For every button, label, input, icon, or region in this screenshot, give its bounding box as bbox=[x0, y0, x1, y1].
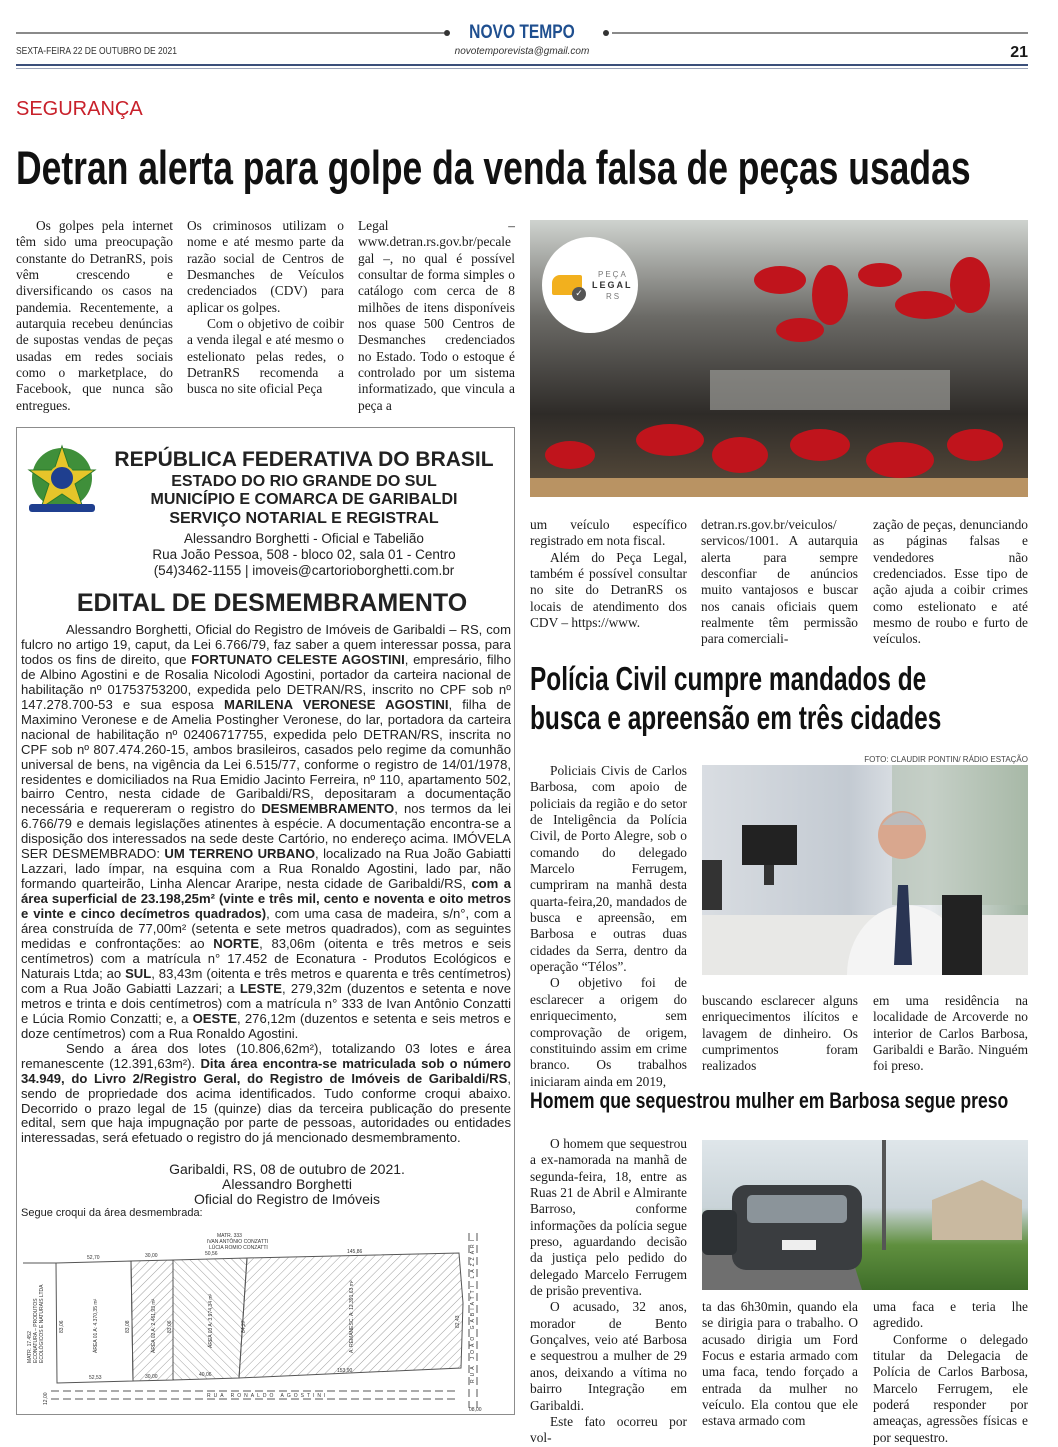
notice-text: , 83,06m (oitenta e três metros e seis centímetros) com a matrícula n° 17.452 de Econatura - Produtos Ecológicos e Naturais Ltda; ao bbox=[21, 936, 511, 981]
issue-date: SEXTA-FEIRA 22 DE OUTUBRO DE 2021 bbox=[16, 46, 177, 57]
paragraph: O acusado, 32 anos, morador de Bento Gonçalves, veio até Barbosa e sequestrou a mulher de 29 anos, deixando a vítima no bairro Integração em Garibaldi. bbox=[530, 1299, 687, 1413]
article-column bbox=[187, 218, 344, 398]
header-rule-right bbox=[612, 32, 1028, 34]
article-column bbox=[701, 517, 858, 648]
check-icon: ✓ bbox=[572, 287, 586, 301]
notice-text: , 279,32m (duzentos e setenta e nove metros e trinta e dois centímetros) com a matrícula n° 333 de Ivan Antônio Conzatti e Lúcia Romio Conzatti; e, a bbox=[21, 980, 511, 1026]
paragraph: Além do Peça Legal, também é possível consultar no site do DetranRS os locais de atendimento dos CDV – https://www. bbox=[530, 549, 687, 631]
neighbor-label: LÚCIA ROMIO CONZATTI bbox=[209, 1245, 268, 1251]
notice-text: , com uma casa de madeira, s/n°, com a área construída de 77,00m² (setenta e sete metros quadrados), com as seguintes medidas e confrontações: ao bbox=[21, 906, 511, 952]
article-column bbox=[702, 1299, 858, 1430]
article-column bbox=[358, 218, 515, 414]
dimension-label: 83,08 bbox=[125, 1320, 131, 1333]
notice-text-bold: SUL bbox=[125, 965, 152, 981]
header-dot-right bbox=[603, 30, 609, 36]
street-label: RUA JOÃO GABIATTI LAZZARI bbox=[470, 1236, 476, 1383]
paragraph: ta das 6h30min, quando ela se dirigia para o trabalho. O acusado dirigia um Ford Focus e estaria armado com uma faca, tendo forçado a entrada da mulher no veículo. Ela contou que ele estava armado com bbox=[702, 1299, 858, 1429]
notice-text: , sendo de propriedade dos acima identificados. Tudo conforme croqui abaixo. Decorrido o prazo legal de 15 (quinze) dias da terceira publicação do presente edital, sem que haja impugnação por parte de pessoas, autoridades ou entidades interessadas, será efetuado o registro do já mencionado desmembramento. bbox=[21, 1070, 511, 1146]
article-column bbox=[873, 517, 1028, 648]
notice-text-bold: FORTUNATO CELESTE AGOSTINI bbox=[191, 651, 405, 667]
paragraph: uma faca e teria lhe agredido. bbox=[873, 1299, 1028, 1331]
page-number: 21 bbox=[1010, 44, 1028, 61]
auto-parts-photo bbox=[530, 220, 1028, 497]
notice-heading: REPÚBLICA FEDERATIVA DO BRASIL bbox=[114, 448, 494, 471]
dimension-label: 52,53 bbox=[89, 1375, 102, 1381]
notice-text: , localizado na Rua João Gabiatti Lazzari, lado ímpar, na esquina com a Rua Ronaldo Agostini, lado par, não formando quarteirão, Linha Alencar Araripe, nesta cidade de Garibaldi/RS, bbox=[21, 846, 511, 892]
header-dot-left bbox=[444, 30, 450, 36]
notice-text-bold: LESTE bbox=[239, 980, 283, 996]
notice-text-bold: OESTE bbox=[192, 1010, 238, 1026]
notice-text-bold: NORTE bbox=[213, 936, 260, 952]
notice-text: Alessandro Borghetti, Oficial do Registro de Imóveis de Garibaldi – RS, com fulcro no artigo 19, caput, da Lei 6.766/79, faz saber a quem interessar possa, para todos os fins de direito, que bbox=[21, 622, 511, 667]
dimension-label: 12,00 bbox=[43, 1392, 49, 1405]
notice-contact: Alessandro Borghetti - Oficial e Tabelião bbox=[184, 531, 424, 546]
delegate-office-photo bbox=[702, 765, 1028, 975]
header-rule-left bbox=[16, 32, 444, 34]
paragraph: Com o objetivo de coibir a venda ilegal e até mesmo o estelionato pelas redes, o DetranRS recomenda a busca no site oficial Peça bbox=[187, 316, 344, 397]
street-label: RUA RONALDO AGOSTINI bbox=[207, 1393, 329, 1399]
area-label: ÁREA 02 A: 2.461,93 m² bbox=[151, 1298, 157, 1353]
article-column bbox=[530, 1136, 687, 1447]
paragraph: um veículo específico registrado em nota fiscal. bbox=[530, 517, 687, 549]
notice-text-bold: DESMEMBRAMENTO bbox=[261, 801, 395, 817]
article-headline: Homem que sequestrou mulher em Barbosa segue preso bbox=[530, 1088, 1009, 1113]
notice-subheading: SERVIÇO NOTARIAL E REGISTRAL bbox=[169, 510, 439, 527]
dimension-label: 84,27 bbox=[241, 1320, 247, 1333]
notice-subheading: MUNICÍPIO E COMARCA DE GARIBALDI bbox=[150, 491, 458, 508]
brazil-coat-of-arms bbox=[23, 442, 101, 522]
notice-text-bold: UM TERRENO URBANO bbox=[164, 846, 316, 862]
article-headline: Detran alerta para golpe da venda falsa de peças usadas bbox=[16, 141, 971, 194]
dimension-label: 83,06 bbox=[167, 1320, 173, 1333]
street-illustration bbox=[702, 1140, 1028, 1290]
article-headline-line: Polícia Civil cumpre mandados de bbox=[530, 660, 927, 697]
paragraph: Este fato ocorreu por vol- bbox=[530, 1413, 687, 1446]
signature-line: Garibaldi, RS, 08 de outubro de 2021. bbox=[169, 1161, 405, 1177]
logo-text: PEÇA bbox=[598, 270, 628, 279]
dimension-label: 30,00 bbox=[145, 1374, 158, 1380]
article-headline-line: busca e apreensão em três cidades bbox=[530, 699, 942, 736]
notice-text-bold: MARILENA VERONESE AGOSTINI bbox=[223, 696, 449, 712]
dimension-label: 52,70 bbox=[87, 1255, 100, 1261]
neighbor-label: IVAN ANTÔNIO CONZATTI bbox=[207, 1239, 269, 1245]
notice-text: , 276,12m (duzentos e setenta e seis metros e doze centímetros) com a Rua Ronaldo Agostini. bbox=[21, 1010, 511, 1041]
notice-subheading: ESTADO DO RIO GRANDE DO SUL bbox=[171, 473, 437, 490]
article-column bbox=[530, 763, 687, 1090]
dimension-label: 145,86 bbox=[347, 1249, 363, 1255]
dimension-label: 30,00 bbox=[145, 1253, 158, 1259]
legal-notice-box bbox=[16, 427, 515, 1415]
paragraph: buscando esclarecer alguns enriquecimentos ilícitos e lavagem de dinheiro. Os cumprimentos foram realizados bbox=[702, 993, 858, 1074]
notice-body bbox=[21, 623, 511, 1146]
site-plan-sketch bbox=[17, 1223, 514, 1413]
area-label: ÁREA 03 A: 3.974,34 m² bbox=[208, 1293, 214, 1348]
notice-text: , filha de Maximino Veronese e de Amelia Postingher Veronese, do lar, portadora da carteira nacional de habilitação nº 02406717755, expedida pelo DETRAN/RS, inscrita no CPF sob nº 807.474.260-15, ambos brasileiros, casados pelo regime da comunhão universal de bens, na vigência da Lei 6.515/77, conforme o registro de 14/01/1978, residentes e domiciliados na Rua Emidio Jacinto Ferreira, nº 110, apartamento 502, bairro Centro, nesta cidade de Garibaldi/RS, depositaram a documentação necessária e requereram o registro do bbox=[21, 696, 511, 817]
paragraph: Legal – www.detran.rs.gov.br/pecalegal –, no qual é possível consultar de forma simples o catálogo com cerca de 8 milhões de itens disponíveis nos quase 500 Centros de Desmanches credenciados no Estado. Todo o estoque é controlado por um sistema informatizado, que vincula a peça a bbox=[358, 218, 515, 413]
paragraph: O homem que sequestrou a ex-namorada na manhã de segunda-feira, 18, entre as Ruas 21 de Abril e Almirante Barroso, conforme informações da polícia segue preso, aguardando decisão da justiça pelo pedido do delegado Marcelo Ferrugem de prisão preventiva. bbox=[530, 1136, 687, 1299]
paragraph: Os golpes pela internet têm sido uma preocupação constante do DetranRS, pois vêm crescendo e diversificando os casos na pandemia. Recentemente, a autarquia recebeu denúncias de supostas vendas de peças usadas em redes sociais como o marketplace, do Facebook, que nunca são entregues. bbox=[16, 218, 173, 413]
area-label: ÁREA 01 A: 4.370,35 m² bbox=[93, 1298, 99, 1353]
paragraph: zação de peças, denunciando as páginas falsas e vendedores não credenciados. Esse tipo de ação ajuda a coibir crimes como estelionato e até mesmo de roubo e furto de veículos. bbox=[873, 517, 1028, 647]
paragraph: Os criminosos utilizam o nome e até mesmo parte da razão social de Centros de Desmanches de Veículos credenciados (CDV) para aplicar os golpes. bbox=[187, 218, 344, 315]
article-column bbox=[873, 993, 1028, 1075]
croqui-caption: Segue croqui da área desmembrada: bbox=[21, 1207, 203, 1219]
header-double-rule bbox=[16, 64, 1028, 69]
notice-text: , 83,43m (oitenta e três metros e quarenta e três centímetros) com a Rua João Gabiatti Lazzari; a bbox=[21, 965, 511, 996]
paragraph: Policiais Civis de Carlos Barbosa, com apoio de policiais da região e do setor de Inteligência da Polícia Civil, de Porto Alegre, sob o comando do delegado Marcelo Ferrugem, cumpriram na manhã desta quarta-feira,20, mandados de busca e apreensão, em Barbosa e outras duas cidades da Serra, dentro da operação “Télos”. bbox=[530, 763, 687, 975]
logo-text: LEGAL bbox=[592, 280, 633, 290]
notice-text: , nos termos da lei 6.766/79 e demais legislações atinentes à espécie. A documentação encontra-se a disposição dos interessados na sede deste Cartório, no endereço acima. IMÓVELA SER DESMEMBRADO: bbox=[21, 801, 512, 862]
neighbor-label: MATR. 17.452 bbox=[27, 1331, 33, 1363]
dimension-label: 83,06 bbox=[59, 1320, 65, 1333]
notice-title: EDITAL DE DESMEMBRAMENTO bbox=[76, 589, 468, 617]
notice-contact: (54)3462-1155 | imoveis@cartorioborghetti.com.br bbox=[153, 563, 455, 578]
notice-contact: Rua João Pessoa, 508 - bloco 02, sala 01 - Centro bbox=[152, 547, 456, 562]
dimension-label: 40,06 bbox=[199, 1372, 212, 1378]
contact-email: novotemporevista@gmail.com bbox=[454, 46, 590, 57]
newspaper-brand: NOVO TEMPO bbox=[469, 22, 575, 43]
notice-paragraph bbox=[21, 623, 511, 1042]
neighbor-label: MATR. 333 bbox=[217, 1233, 242, 1239]
paragraph: Conforme o delegado titular da Delegacia de Polícia de Carlos Barbosa, Marcelo Ferrugem, ele poderá responder por ameaças, agressões físicas e por sequestro. bbox=[873, 1331, 1028, 1445]
section-label: SEGURANÇA bbox=[16, 98, 143, 120]
notice-paragraph bbox=[21, 1042, 511, 1147]
signature-line: Oficial do Registro de Imóveis bbox=[194, 1191, 380, 1207]
article-column bbox=[702, 993, 858, 1075]
article-column bbox=[873, 1299, 1028, 1446]
dimension-label: 50,56 bbox=[205, 1251, 218, 1257]
article-column bbox=[530, 517, 687, 631]
notice-text: Sendo a área dos lotes (10.806,62m²), totalizando 03 lotes e área remanescente (12.391,63m²). bbox=[21, 1040, 511, 1071]
police-car-photo bbox=[702, 1140, 1028, 1290]
paragraph: O objetivo foi de esclarecer a origem do enriquecimento, sem comprovação de origem, constituindo assim em crime branco. Os trabalhos iniciaram ainda em 2019, bbox=[530, 975, 687, 1089]
article-column bbox=[16, 218, 173, 414]
paragraph: detran.rs.gov.br/veiculos/ servicos/1001. A autarquia alerta para sempre desconfiar de anúncios muito vantajosos e buscar nos canais oficiais quem realmente têm permissão para comerciali- bbox=[701, 517, 858, 647]
neighbor-label: ECONATURA – PRODUTOS bbox=[33, 1298, 39, 1363]
logo-text: RS bbox=[606, 292, 622, 301]
dimension-label: 153,90 bbox=[337, 1368, 353, 1374]
signature-line: Alessandro Borghetti bbox=[222, 1176, 352, 1192]
area-label: A. REMANESC. A: 12.391,63 m² bbox=[349, 1280, 355, 1353]
peca-legal-logo bbox=[542, 237, 638, 333]
paragraph: em uma residência na localidade de Arcoverde no interior de Carlos Barbosa, Garibaldi e Barão. Ninguém foi preso. bbox=[873, 993, 1028, 1074]
neighbor-label: ECOLÓGICOS E NATURAIS LTDA bbox=[39, 1284, 45, 1363]
dimension-label: 82,43 bbox=[455, 1315, 461, 1328]
notice-text: , empresário, filho de Albino Agostini e de Rosalia Nicolodi Agostini, portador da carteira nacional de habilitação nº 01753753200, expedida pelo DETRAN/RS, inscrito no CPF sob nº 147.278.700-53 e sua esposa bbox=[21, 651, 511, 712]
notice-text-bold: Dita área encontra-se matriculada sob o número 34.949, do Livro 2/Registro Geral, do Registro de Imóveis de Garibaldi/RS bbox=[21, 1055, 511, 1086]
notice-text-bold: com a área superficial de 23.198,25m² (vinte e três mil, cento e noventa e oito metros e vinte e cinco decímetros quadrados) bbox=[21, 876, 511, 922]
office-illustration bbox=[702, 765, 1028, 975]
dimension-label: 08,00 bbox=[469, 1407, 482, 1413]
photo-credit: FOTO: CLAUDIR PONTIN/ RÁDIO ESTAÇÃO bbox=[864, 755, 1028, 764]
